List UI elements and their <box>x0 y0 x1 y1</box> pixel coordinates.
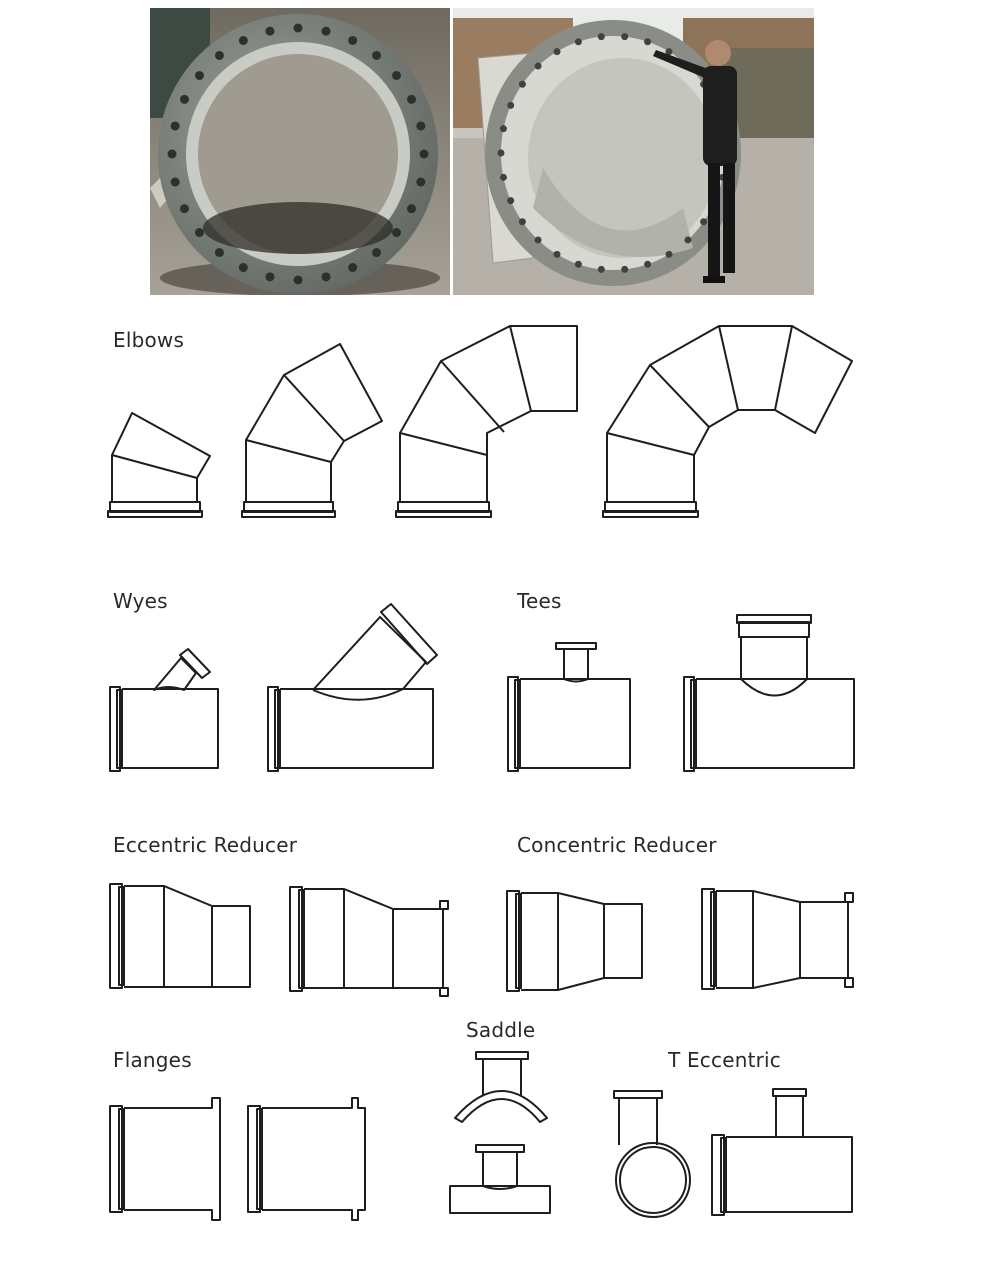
label-elbows: Elbows <box>113 328 185 352</box>
label-flanges: Flanges <box>113 1048 192 1072</box>
saddle-bottom-drawing <box>450 1145 550 1213</box>
label-wyes: Wyes <box>113 589 168 613</box>
wye-large-drawing <box>268 604 437 771</box>
label-saddle: Saddle <box>466 1018 536 1042</box>
flange-a-drawing <box>110 1098 220 1220</box>
label-concentric-reducer: Concentric Reducer <box>517 833 717 857</box>
t-eccentric-side-drawing <box>614 1091 690 1217</box>
saddle-top-drawing <box>455 1052 547 1122</box>
tee-large-drawing <box>684 615 854 771</box>
t-eccentric-front-drawing <box>712 1089 852 1215</box>
tee-small-drawing <box>508 643 630 771</box>
label-t-eccentric: T Eccentric <box>668 1048 782 1072</box>
label-eccentric-reducer: Eccentric Reducer <box>113 833 298 857</box>
concentric-reducer-b-drawing <box>702 889 853 989</box>
elbow-90deg-drawing <box>603 326 852 517</box>
flange-b-drawing <box>248 1098 365 1220</box>
elbow-45deg-drawing <box>242 344 382 517</box>
elbow-60deg-drawing <box>396 326 577 517</box>
concentric-reducer-a-drawing <box>507 891 642 991</box>
eccentric-reducer-b-drawing <box>290 887 448 996</box>
label-tees: Tees <box>517 589 562 613</box>
eccentric-reducer-a-drawing <box>110 884 250 988</box>
wye-small-drawing <box>110 649 218 771</box>
elbow-22deg-drawing <box>108 413 210 517</box>
